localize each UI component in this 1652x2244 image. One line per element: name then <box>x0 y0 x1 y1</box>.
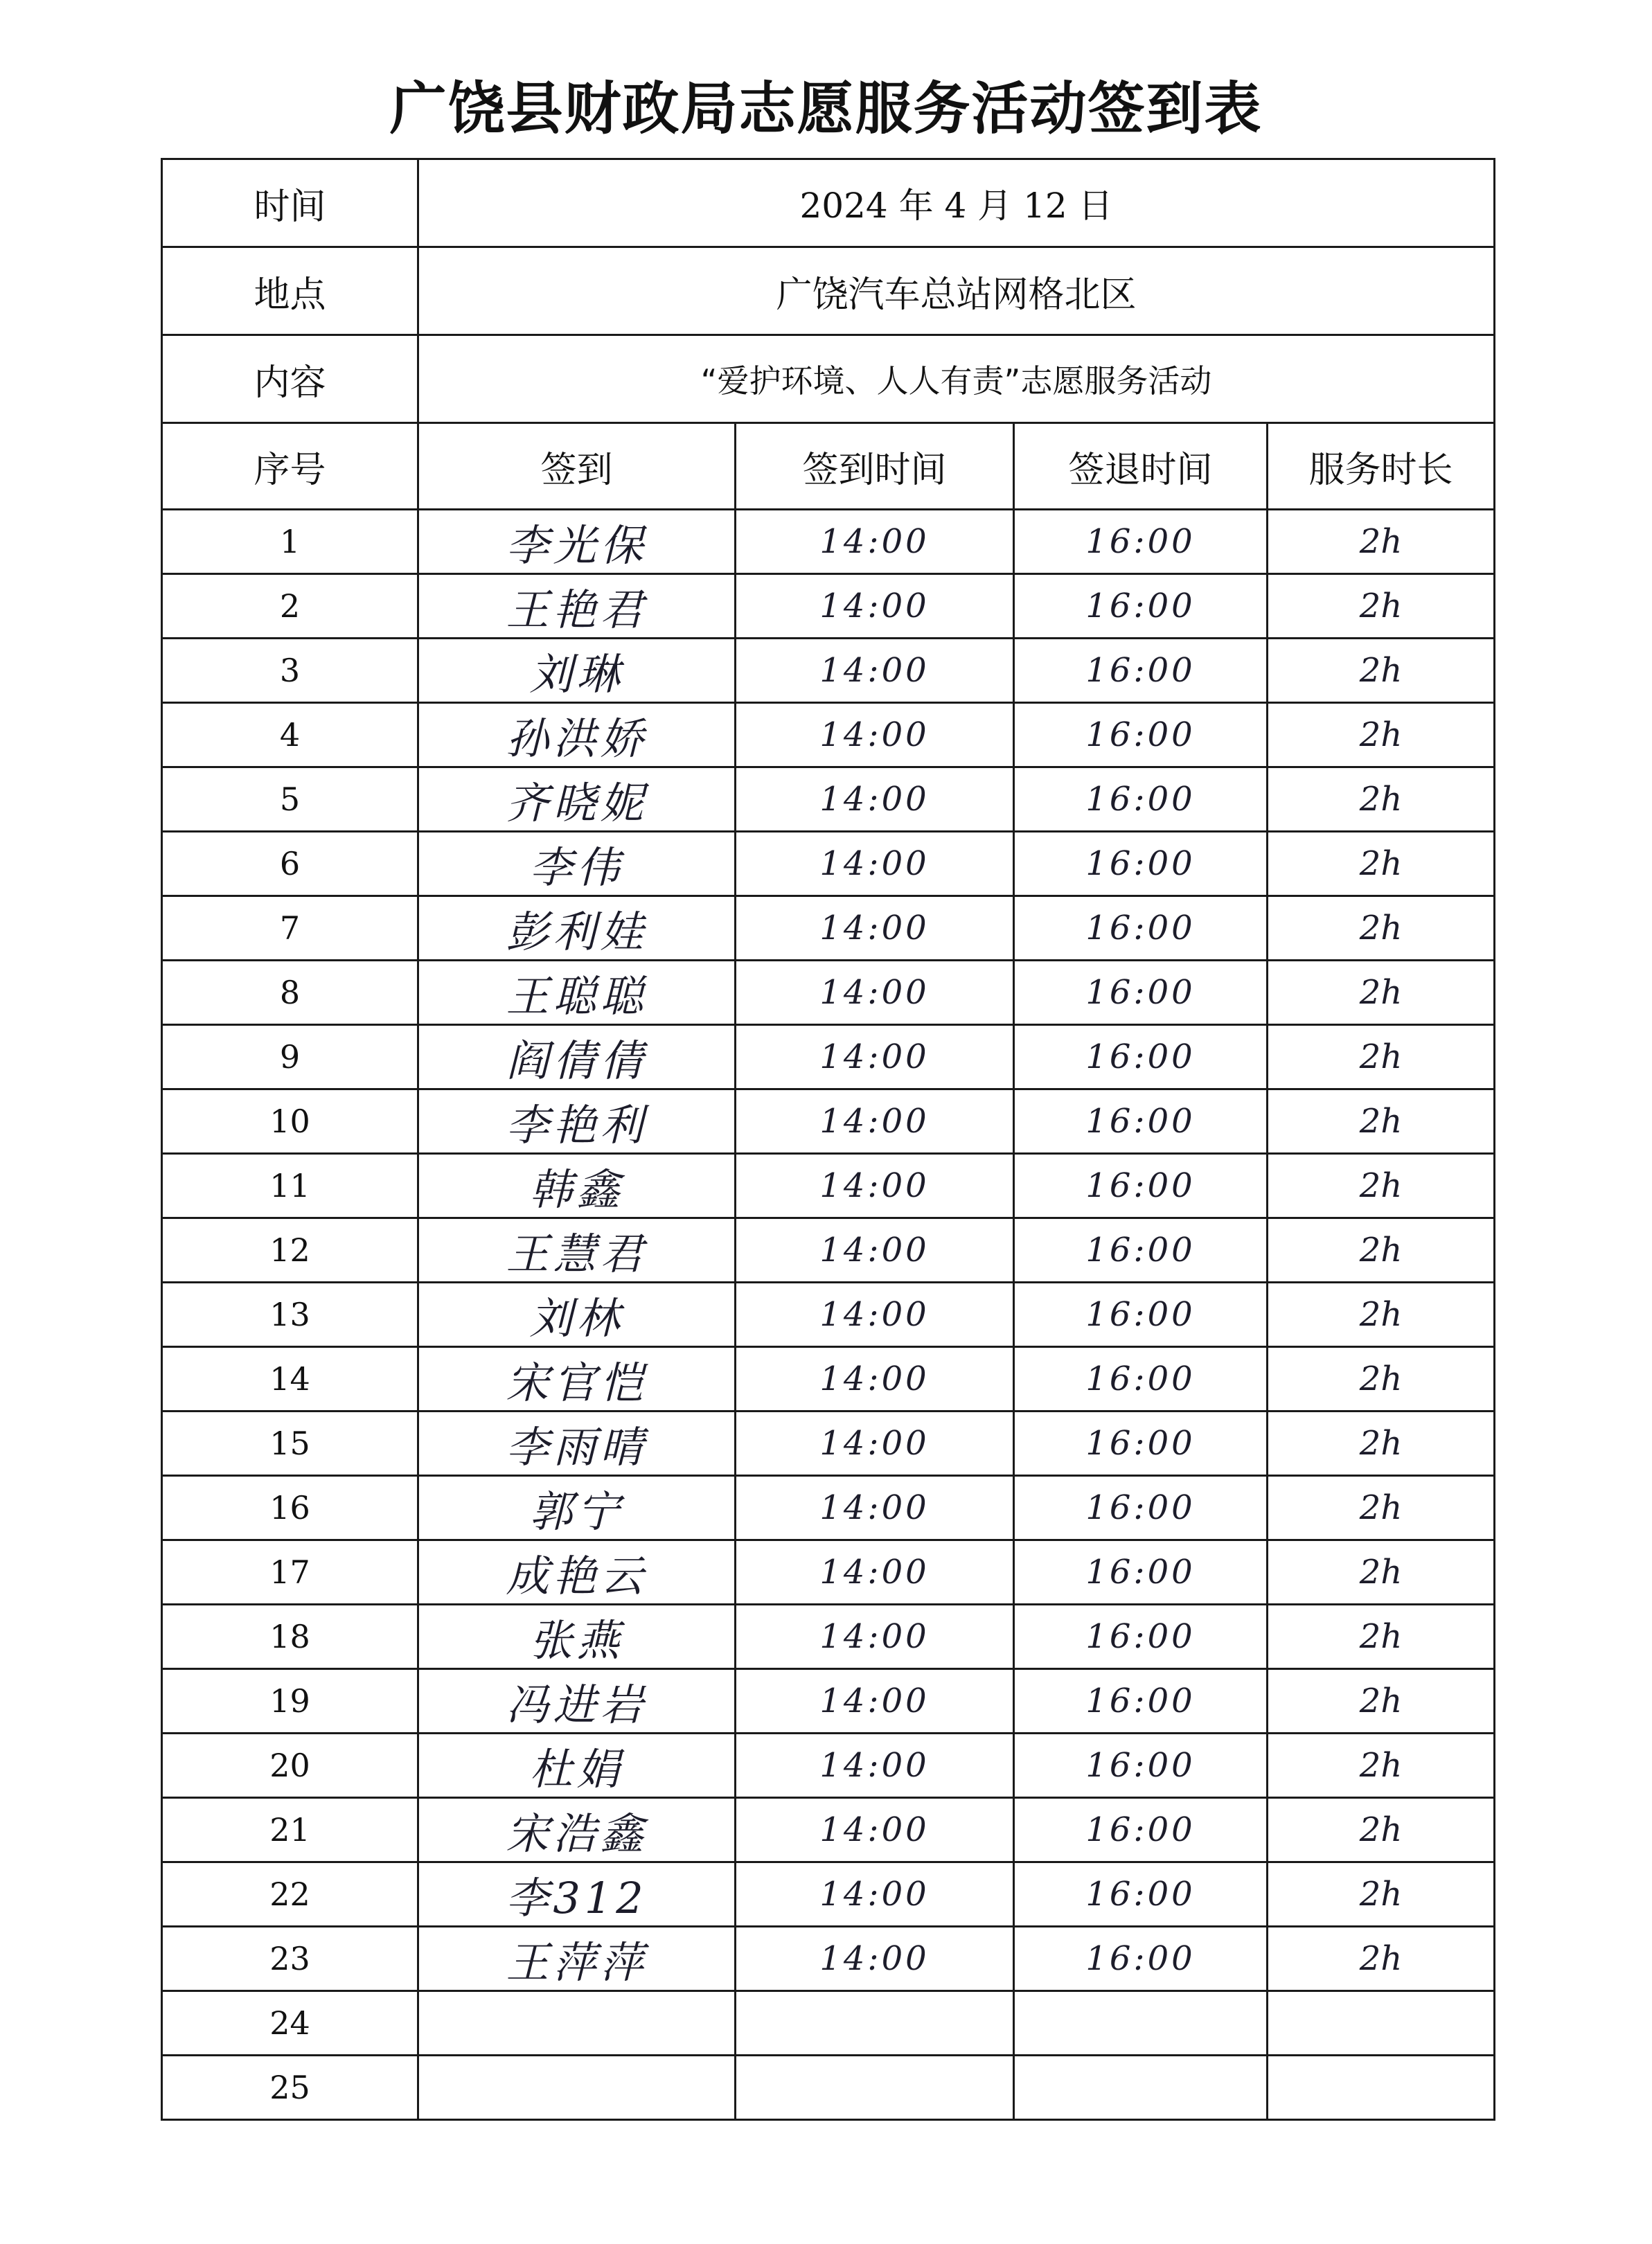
table-row <box>162 1669 1495 1734</box>
sign-in-time-cell <box>736 1991 1014 2056</box>
sign-in-time-cell: 14:00 <box>736 1540 1014 1605</box>
sign-out-time-cell: 16:00 <box>1014 1089 1268 1154</box>
duration-cell: 2h <box>1268 1283 1495 1347</box>
signature-cell: 王聪聪 <box>418 961 736 1025</box>
sign-out-time-cell: 16:00 <box>1014 1283 1268 1347</box>
table-row <box>162 1734 1495 1798</box>
sign-in-time-cell: 14:00 <box>736 1862 1014 1927</box>
sign-in-time-cell: 14:00 <box>736 1025 1014 1089</box>
row-number: 19 <box>162 1669 418 1734</box>
sign-in-time-cell: 14:00 <box>736 1734 1014 1798</box>
duration-cell: 2h <box>1268 832 1495 896</box>
duration-cell: 2h <box>1268 896 1495 961</box>
row-number: 11 <box>162 1154 418 1218</box>
signature-cell <box>418 2056 736 2120</box>
duration-cell: 2h <box>1268 1025 1495 1089</box>
table-row <box>162 896 1495 961</box>
duration-cell: 2h <box>1268 1412 1495 1476</box>
header-sign: 签到 <box>418 423 736 510</box>
duration-cell: 2h <box>1268 639 1495 703</box>
table-row <box>162 1218 1495 1283</box>
row-number: 24 <box>162 1991 418 2056</box>
row-number: 13 <box>162 1283 418 1347</box>
document-title: 广饶县财政局志愿服务活动签到表 <box>389 76 1263 142</box>
sign-in-time-cell: 14:00 <box>736 767 1014 832</box>
sign-out-time-cell: 16:00 <box>1014 510 1268 574</box>
duration-cell <box>1268 1991 1495 2056</box>
sign-out-time-cell: 16:00 <box>1014 767 1268 832</box>
table-row <box>162 1347 1495 1412</box>
signature-cell: 齐晓妮 <box>418 767 736 832</box>
duration-cell: 2h <box>1268 1669 1495 1734</box>
sign-out-time-cell <box>1014 2056 1268 2120</box>
table-row <box>162 639 1495 703</box>
signature-cell: 阎倩倩 <box>418 1025 736 1089</box>
row-number: 4 <box>162 703 418 767</box>
sign-in-time-cell: 14:00 <box>736 1347 1014 1412</box>
time-value: 2024 年 4 月 12 日 <box>418 159 1495 247</box>
place-label: 地点 <box>162 247 418 335</box>
sign-in-time-cell <box>736 2056 1014 2120</box>
duration-cell: 2h <box>1268 1798 1495 1862</box>
signature-cell: 张燕 <box>418 1605 736 1669</box>
table-row <box>162 1798 1495 1862</box>
table-row <box>162 1412 1495 1476</box>
table-row <box>162 1476 1495 1540</box>
duration-cell: 2h <box>1268 703 1495 767</box>
signature-cell: 王慧君 <box>418 1218 736 1283</box>
row-number: 25 <box>162 2056 418 2120</box>
duration-cell <box>1268 2056 1495 2120</box>
sign-in-time-cell: 14:00 <box>736 639 1014 703</box>
sign-in-time-cell: 14:00 <box>736 961 1014 1025</box>
table-row <box>162 1605 1495 1669</box>
signature-cell: 孙洪娇 <box>418 703 736 767</box>
header-sign-out-time: 签退时间 <box>1014 423 1268 510</box>
table-row <box>162 1927 1495 1991</box>
sign-in-time-cell: 14:00 <box>736 510 1014 574</box>
sign-in-time-cell: 14:00 <box>736 703 1014 767</box>
sign-out-time-cell: 16:00 <box>1014 1154 1268 1218</box>
sign-out-time-cell: 16:00 <box>1014 961 1268 1025</box>
duration-cell: 2h <box>1268 767 1495 832</box>
sign-in-time-cell: 14:00 <box>736 832 1014 896</box>
duration-cell: 2h <box>1268 1862 1495 1927</box>
row-number: 2 <box>162 574 418 639</box>
signature-cell: 郭宁 <box>418 1476 736 1540</box>
header-no: 序号 <box>162 423 418 510</box>
sign-in-time-cell: 14:00 <box>736 1669 1014 1734</box>
info-row-content <box>162 335 1495 423</box>
duration-cell: 2h <box>1268 1154 1495 1218</box>
signature-cell: 李伟 <box>418 832 736 896</box>
place-value: 广饶汽车总站网格北区 <box>418 247 1495 335</box>
table-row <box>162 1089 1495 1154</box>
sign-in-time-cell: 14:00 <box>736 1089 1014 1154</box>
row-number: 18 <box>162 1605 418 1669</box>
sign-out-time-cell: 16:00 <box>1014 1862 1268 1927</box>
sign-out-time-cell: 16:00 <box>1014 1798 1268 1862</box>
table-row <box>162 1862 1495 1927</box>
header-sign-in-time: 签到时间 <box>736 423 1014 510</box>
signature-cell: 冯进岩 <box>418 1669 736 1734</box>
sign-out-time-cell: 16:00 <box>1014 1476 1268 1540</box>
signature-cell <box>418 1991 736 2056</box>
sign-out-time-cell: 16:00 <box>1014 1412 1268 1476</box>
sign-in-time-cell: 14:00 <box>736 1283 1014 1347</box>
signature-cell: 彭利娃 <box>418 896 736 961</box>
table-row <box>162 1025 1495 1089</box>
sign-out-time-cell: 16:00 <box>1014 1605 1268 1669</box>
table-row <box>162 2056 1495 2120</box>
signature-cell: 成艳云 <box>418 1540 736 1605</box>
table-row <box>162 961 1495 1025</box>
row-number: 20 <box>162 1734 418 1798</box>
duration-cell: 2h <box>1268 1089 1495 1154</box>
sign-out-time-cell: 16:00 <box>1014 1669 1268 1734</box>
table-row <box>162 832 1495 896</box>
signature-cell: 李光保 <box>418 510 736 574</box>
table-row <box>162 767 1495 832</box>
table-row <box>162 703 1495 767</box>
signature-cell: 刘琳 <box>418 639 736 703</box>
sign-out-time-cell: 16:00 <box>1014 1025 1268 1089</box>
signature-cell: 宋官恺 <box>418 1347 736 1412</box>
sign-in-table <box>161 158 1495 2121</box>
row-number: 16 <box>162 1476 418 1540</box>
duration-cell: 2h <box>1268 1347 1495 1412</box>
row-number: 9 <box>162 1025 418 1089</box>
duration-cell: 2h <box>1268 961 1495 1025</box>
sign-in-time-cell: 14:00 <box>736 1927 1014 1991</box>
row-number: 17 <box>162 1540 418 1605</box>
signature-cell: 韩鑫 <box>418 1154 736 1218</box>
row-number: 15 <box>162 1412 418 1476</box>
row-number: 8 <box>162 961 418 1025</box>
sign-in-time-cell: 14:00 <box>736 1154 1014 1218</box>
duration-cell: 2h <box>1268 510 1495 574</box>
sign-out-time-cell: 16:00 <box>1014 1347 1268 1412</box>
row-number: 1 <box>162 510 418 574</box>
sign-out-time-cell <box>1014 1991 1268 2056</box>
row-number: 21 <box>162 1798 418 1862</box>
row-number: 12 <box>162 1218 418 1283</box>
sign-out-time-cell: 16:00 <box>1014 1540 1268 1605</box>
row-number: 22 <box>162 1862 418 1927</box>
duration-cell: 2h <box>1268 1476 1495 1540</box>
table-row <box>162 1283 1495 1347</box>
duration-cell: 2h <box>1268 1540 1495 1605</box>
info-row-time <box>162 159 1495 247</box>
row-number: 7 <box>162 896 418 961</box>
content-value: “爱护环境、人人有责”志愿服务活动 <box>418 335 1495 423</box>
time-label: 时间 <box>162 159 418 247</box>
table-row <box>162 510 1495 574</box>
sign-out-time-cell: 16:00 <box>1014 1218 1268 1283</box>
signature-cell: 杜娟 <box>418 1734 736 1798</box>
sign-out-time-cell: 16:00 <box>1014 896 1268 961</box>
table-row <box>162 1154 1495 1218</box>
row-number: 10 <box>162 1089 418 1154</box>
header-duration: 服务时长 <box>1268 423 1495 510</box>
row-number: 3 <box>162 639 418 703</box>
info-row-place <box>162 247 1495 335</box>
row-number: 23 <box>162 1927 418 1991</box>
sign-in-time-cell: 14:00 <box>736 1218 1014 1283</box>
duration-cell: 2h <box>1268 1927 1495 1991</box>
duration-cell: 2h <box>1268 1605 1495 1669</box>
signature-cell: 宋浩鑫 <box>418 1798 736 1862</box>
duration-cell: 2h <box>1268 1734 1495 1798</box>
duration-cell: 2h <box>1268 574 1495 639</box>
sign-in-time-cell: 14:00 <box>736 896 1014 961</box>
sign-in-time-cell: 14:00 <box>736 1798 1014 1862</box>
row-number: 6 <box>162 832 418 896</box>
row-number: 5 <box>162 767 418 832</box>
sign-out-time-cell: 16:00 <box>1014 1734 1268 1798</box>
sign-out-time-cell: 16:00 <box>1014 832 1268 896</box>
table-row <box>162 1540 1495 1605</box>
signature-cell: 王艳君 <box>418 574 736 639</box>
table-row <box>162 1991 1495 2056</box>
sign-out-time-cell: 16:00 <box>1014 1927 1268 1991</box>
content-label: 内容 <box>162 335 418 423</box>
signature-cell: 李雨晴 <box>418 1412 736 1476</box>
sign-out-time-cell: 16:00 <box>1014 574 1268 639</box>
column-header-row <box>162 423 1495 510</box>
signature-cell: 李312 <box>418 1862 736 1927</box>
sign-in-time-cell: 14:00 <box>736 574 1014 639</box>
sign-in-time-cell: 14:00 <box>736 1605 1014 1669</box>
duration-cell: 2h <box>1268 1218 1495 1283</box>
row-number: 14 <box>162 1347 418 1412</box>
sign-out-time-cell: 16:00 <box>1014 703 1268 767</box>
signature-cell: 王萍萍 <box>418 1927 736 1991</box>
signature-cell: 李艳利 <box>418 1089 736 1154</box>
sign-in-time-cell: 14:00 <box>736 1412 1014 1476</box>
sign-out-time-cell: 16:00 <box>1014 639 1268 703</box>
signature-cell: 刘林 <box>418 1283 736 1347</box>
table-row <box>162 574 1495 639</box>
sign-in-time-cell: 14:00 <box>736 1476 1014 1540</box>
